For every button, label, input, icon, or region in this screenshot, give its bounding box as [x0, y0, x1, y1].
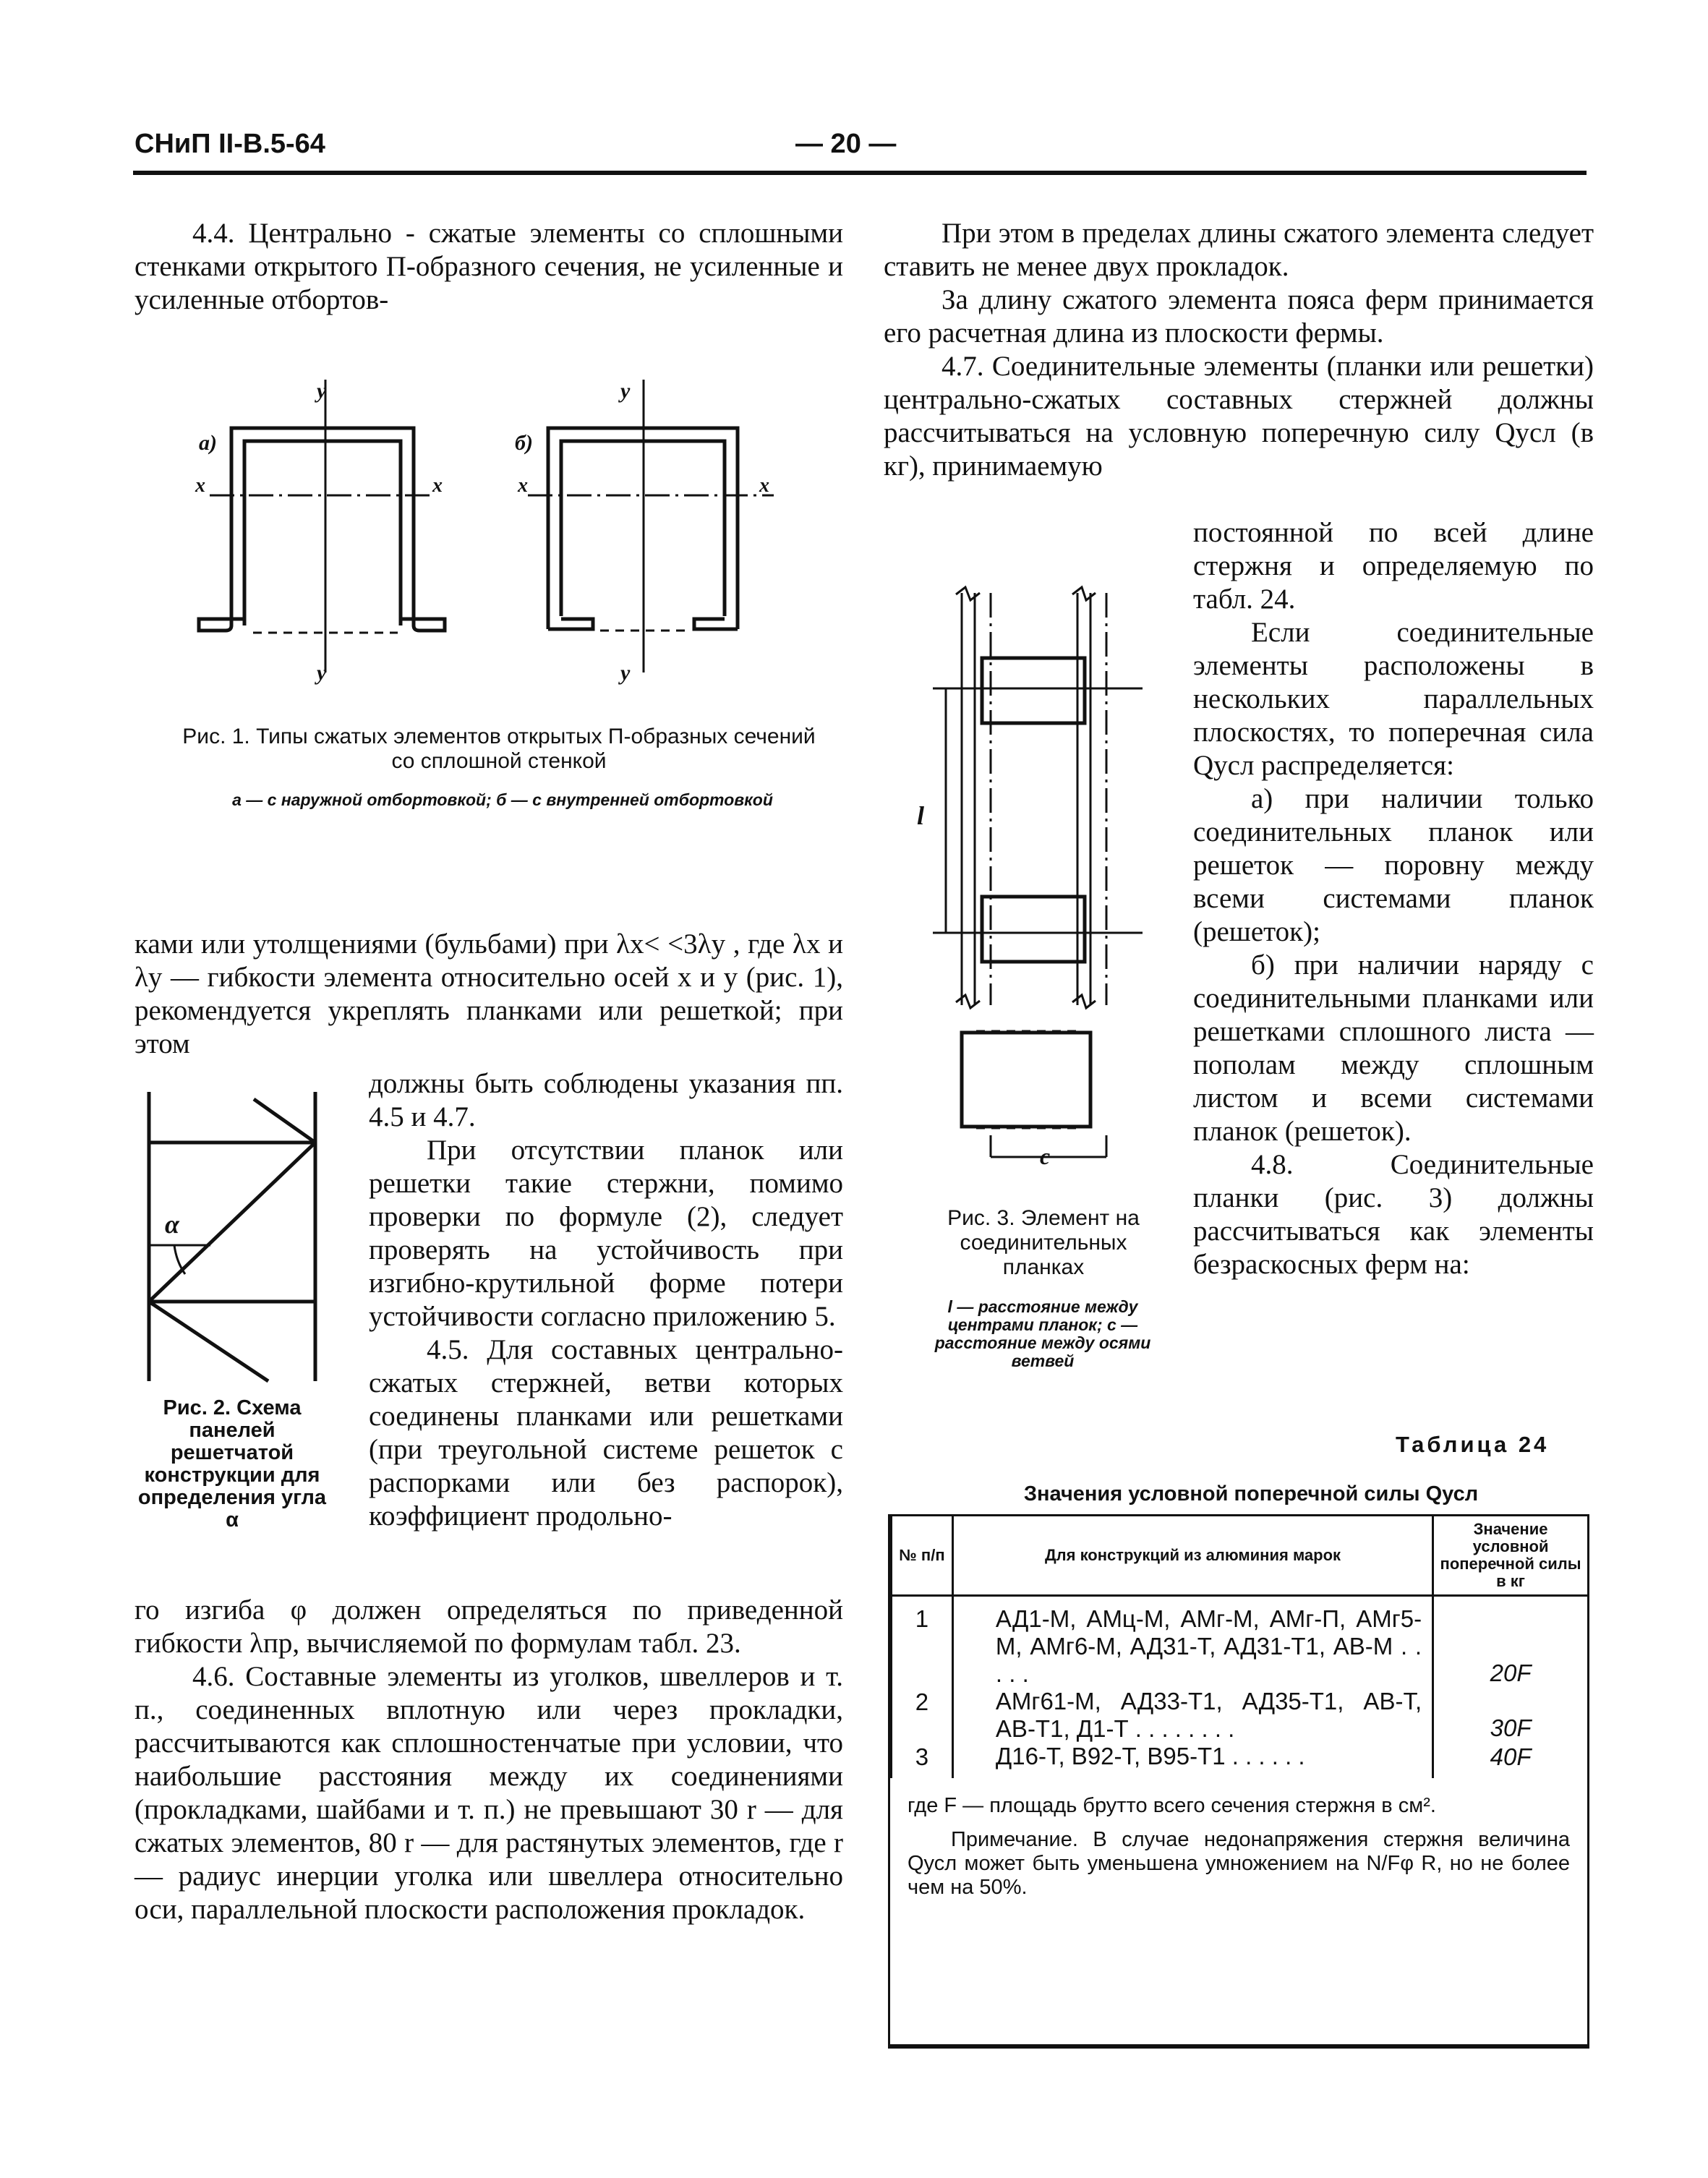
row-1-grades: АД1-М, АМц-М, АМг-М, АМг-П, АМг5-М, АМг6-М, АД31-Т, АД31-Т1, АВ-М . . . . .	[952, 1596, 1432, 1688]
figure-1-subcaption: а — с наружной отбортовкой; б — с внутренней отбортовкой	[232, 790, 773, 809]
row-1-value: 20F	[1490, 1660, 1532, 1686]
right-column-beside-figure	[1193, 516, 1594, 1281]
fig1-label-b: б)	[515, 431, 533, 455]
row-3-value: 40F	[1490, 1743, 1532, 1770]
figure-1-sections	[181, 369, 817, 687]
fig1-axis-x-left-b: x	[518, 474, 528, 497]
paragraph-4-8: 4.8. Соединительные планки (рис. 3) должны рассчитываться как элементы безраскосных ферм на:	[1193, 1149, 1594, 1280]
paragraph-4-4-start: 4.4. Центрально - сжатые элементы со сплошными стенками открытого П-образного сечения, не усиленные и усиленные отбортов-	[134, 218, 843, 315]
document-code: СНиП II-В.5-64	[134, 129, 325, 159]
row-2-value: 30F	[1490, 1714, 1532, 1741]
figure-2-lattice	[134, 1085, 337, 1388]
paragraph-no-planks: При отсутствии планок или решетки такие стержни, помимо проверки по формуле (2), следует проверять на устойчивость при изгибно-крутильной форме потери устойчивости согласно приложению 5.	[369, 1135, 843, 1332]
paragraph-gaskets: При этом в пределах длины сжатого элемента следует ставить не менее двух прокладок.	[884, 218, 1594, 282]
fig1-axis-x-right-a: x	[432, 474, 443, 497]
fig1-axis-y-top-b: y	[620, 379, 631, 403]
table-row	[892, 1596, 1588, 1688]
header-number: № п/п	[892, 1516, 953, 1596]
row-3-grades: Д16-Т, В92-Т, В95-Т1 . . . . . .	[952, 1743, 1432, 1778]
table-note: Примечание. В случае недонапряжения стержня величина Qусл может быть уменьшена умножением на N/Fφ R, но не более чем на 50%.	[908, 1828, 1570, 1899]
right-column-top	[884, 217, 1594, 483]
paragraph-4-7-continued: постоянной по всей длине стержня и определяемую по табл. 24.	[1193, 517, 1594, 615]
table-row	[892, 1688, 1588, 1743]
figure-3-batten-element	[897, 578, 1171, 1186]
paragraph-4-5-start: 4.5. Для составных центрально-сжатых стержней, ветви которых соединены планками или решетками (при треугольной системе решеток с распорками или без распорок), коэффициент продольно-	[369, 1334, 843, 1532]
paragraph-4-7-start: 4.7. Соединительные элементы (планки или решетки) центрально-сжатых составных стержней должны рассчитываться на условную поперечную силу Qусл (в кг), принимаемую	[884, 351, 1594, 482]
table-label: Таблица 24	[1396, 1432, 1550, 1457]
row-3-number: 3	[892, 1743, 953, 1778]
paragraph-parallel-planes: Если соединительные элементы расположены в нескольких параллельных плоскостях, то поперечная сила Qусл распределяется:	[1193, 617, 1594, 781]
paragraph-4-4-end: должны быть соблюдены указания пп. 4.5 и 4.7. При отсутствии планок или решетки такие стержни, помимо проверки по формуле (2), следует проверять на устойчивость при изгибно-крутильной форме потери устойчивости согласно приложению 5. 4.5. Для составных центрально-сжатых стержней, ветви которых соединены планками или решетками (при треугольной системе решеток с распорками или без распорок), коэффициент продольно-	[369, 1068, 843, 1532]
table-24-frame	[888, 1514, 1589, 2049]
fig3-label-l: l	[917, 801, 925, 830]
fig2-alpha-label: α	[165, 1210, 179, 1239]
table-row	[892, 1743, 1588, 1778]
row-2-grades: АМг61-М, АД33-Т1, АД35-Т1, АВ-Т, АВ-Т1, Д1-Т . . . . . . . .	[952, 1688, 1432, 1743]
row-1-number: 1	[892, 1596, 953, 1688]
figure-2-caption: Рис. 2. Схема панелей решетчатой конструкции для определения угла α	[137, 1396, 327, 1532]
paragraph-4-4-continued: ками или утолщениями (бульбами) при λx< <3λy , где λx и λy — гибкости элемента относительно осей x и y (рис. 1), рекомендуется укреплять планками или решеткой; при этом	[134, 928, 843, 1059]
paragraph-option-b: б) при наличии наряду с соединительными планками или решетками сплошного листа — пополам между сплошным листом и всеми системами планок (решеток).	[1193, 949, 1594, 1147]
paragraph-truss-length: За длину сжатого элемента пояса ферм принимается его расчетная длина из плоскости фермы.	[884, 284, 1594, 349]
fig1-axis-y-top-a: y	[317, 379, 327, 403]
header-rule	[133, 171, 1587, 175]
fig1-axis-y-bottom-b: y	[620, 661, 631, 685]
figure-3-caption: Рис. 3. Элемент на соединительных планках	[947, 1206, 1140, 1279]
section-a-drawing	[195, 379, 445, 685]
table-24	[890, 1516, 1587, 1778]
paragraph-4-6: 4.6. Составные элементы из уголков, швеллеров и т. п., соединенных вплотную или через прокладки, рассчитываются как сплошностенчатые при условии, что наибольшие расстояния между их соединениями (прокладками, шайбами и т. п.) не превышают 30 r — для сжатых элементов, 80 r — для растянутых элементов, где r — радиус инерции уголка или швеллера относительно оси, параллельной плоскости расположения прокладок.	[134, 1661, 843, 1925]
figure-3-subcaption: l — расстояние между центрами планок; c — расстояние между осями ветвей	[934, 1297, 1151, 1370]
table-footnote: где F — площадь брутто всего сечения стержня в см².	[908, 1794, 1436, 1817]
fig1-axis-x-right-b: x	[759, 474, 769, 497]
row-2-number: 2	[892, 1688, 953, 1743]
paragraph-option-a: а) при наличии только соединительных планок или решеток — поровну между всеми системами планок (решеток);	[1193, 783, 1594, 947]
paragraph-4-5-end: го изгиба φ должен определяться по приведенной гибкости λпр, вычисляемой по формулам табл. 23. 4.6. Составные элементы из уголков, швеллеров и т. п., соединенных вплотную или через прокладки, рассчитываются как сплошностенчатые при условии, что наибольшие расстояния между их соединениями (прокладками, шайбами и т. п.) не превышают 30 r — для сжатых элементов, 80 r — для растянутых элементов, где r — радиус инерции уголка или швеллера относительно оси, параллельной плоскости расположения прокладок.	[134, 1594, 843, 1925]
section-b-drawing	[515, 379, 774, 685]
header-value: Значение условной поперечной силы в кг	[1433, 1516, 1587, 1596]
fig3-label-c: c	[1040, 1143, 1051, 1169]
table-title: Значения условной поперечной силы Qусл	[1023, 1482, 1479, 1506]
header-grades: Для конструкций из алюминия марок	[952, 1516, 1432, 1596]
fig1-axis-x-left-a: x	[195, 474, 205, 497]
table-header-row	[892, 1516, 1588, 1596]
fig1-axis-y-bottom-a: y	[317, 661, 327, 685]
fig1-label-a: а)	[199, 431, 217, 455]
page-number: — 20 —	[795, 129, 897, 159]
figure-1-caption: Рис. 1. Типы сжатых элементов открытых П-образных сечений со сплошной стенкой	[182, 725, 816, 773]
